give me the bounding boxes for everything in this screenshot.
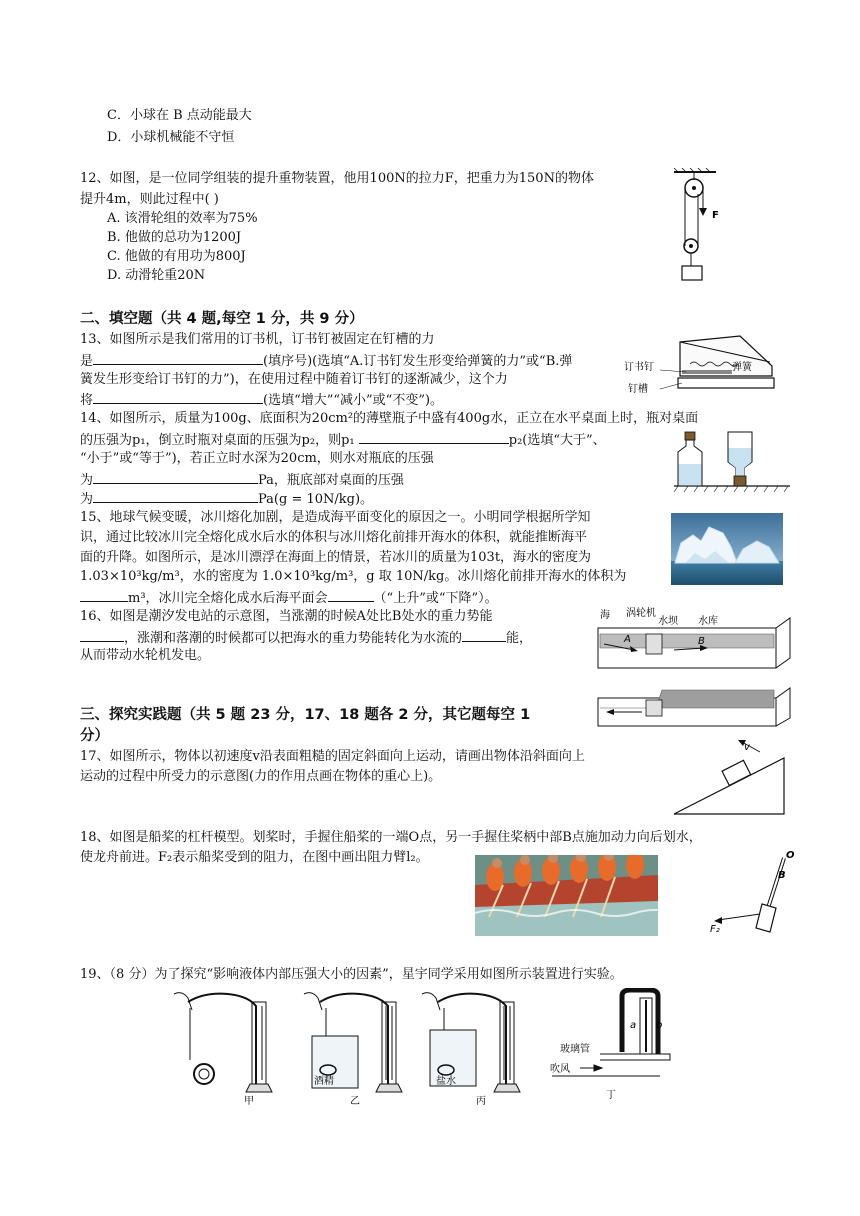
q19-line1: 19、（8 分）为了探究“影响液体内部压强大小的因素”，星宇同学采用如图所示装置进行实验。 xyxy=(80,967,623,982)
dragon-boat-photo xyxy=(475,855,658,936)
tidal-label-turbine: 涡轮机 xyxy=(626,608,656,619)
oar-figure xyxy=(700,848,800,934)
stapler-label-staples: 订书钉 xyxy=(624,362,654,373)
tidal-label-a: A xyxy=(624,634,631,645)
exp-label-yi: 乙 xyxy=(350,1096,360,1106)
exp-label-ding: 丁 xyxy=(606,1090,616,1101)
q13-line2-suffix: (填序号)(选填“A.订书钉发生形变给弹簧的力”或“B.弹 xyxy=(263,354,573,369)
q14-line2-suffix: p₂(选填“大于”、 xyxy=(508,433,606,448)
q15-line4: 1.03×10³kg/m³，水的密度为 1.0×10³kg/m³，g 取 10N/kg。冰川熔化前排开海水的体积为 xyxy=(80,569,627,584)
q14-line1: 14、如图所示，质量为100g、底面积为20cm²的薄壁瓶子中盛有400g水，正立在水平桌面上时，瓶对桌面 xyxy=(80,411,699,426)
incline-velocity-label: v xyxy=(744,742,750,753)
section3-title-line1: 三、探究实践题（共 5 题 23 分，17、18 题各 2 分，其它题每空 1 xyxy=(80,707,531,723)
q17-line2: 运动的过程中所受力的示意图(力的作用点画在物体的重心上)。 xyxy=(80,769,442,784)
q15-blank-2[interactable] xyxy=(328,588,374,602)
exp-label-bing: 丙 xyxy=(476,1096,486,1106)
pressure-experiment-figure xyxy=(160,988,672,1106)
exp-label-glass-tube: 玻璃管 xyxy=(560,1044,590,1055)
q16-blank-1[interactable] xyxy=(80,628,124,642)
q15-line5-suffix: （“上升”或“下降”）。 xyxy=(373,591,498,606)
bottles-figure xyxy=(672,428,792,494)
q13-line4 xyxy=(80,390,443,410)
q12-option-c: C. 他做的有用功为800J xyxy=(107,249,246,264)
q13-line2-prefix: 是 xyxy=(80,354,94,369)
q18-line1: 18、如图是船桨的杠杆模型。划桨时，手握住船桨的一端O点，另一手握住桨柄中部B点施加动力向后划水， xyxy=(80,830,702,845)
tidal-label-reservoir: 水库 xyxy=(698,616,718,627)
q13-blank-1[interactable] xyxy=(93,351,263,365)
oar-label-b: B xyxy=(778,870,786,881)
q11-option-c: C．小球在 B 点动能最大 xyxy=(107,108,252,123)
tidal-label-sea: 海 xyxy=(600,610,610,621)
q16-line1: 16、如图是潮汐发电站的示意图，当涨潮的时候A处比B处水的重力势能 xyxy=(80,609,493,624)
q12-option-d: D. 动滑轮重20N xyxy=(107,268,206,283)
stapler-figure xyxy=(620,330,780,400)
q15-blank-1[interactable] xyxy=(80,588,128,602)
q14-line4-suffix: Pa，瓶底部对桌面的压强 xyxy=(258,473,404,488)
q16-line3: 从而带动水轮机发电。 xyxy=(80,648,211,663)
tidal-label-b: B xyxy=(698,636,705,647)
q14-blank-3[interactable] xyxy=(93,489,258,503)
q14-blank-2[interactable] xyxy=(93,470,258,484)
exp-label-b: b xyxy=(656,1020,663,1031)
q14-line4-prefix: 为 xyxy=(80,473,94,488)
q13-line2 xyxy=(80,351,572,371)
stapler-label-spring: 弹簧 xyxy=(732,362,752,373)
q14-line3: “小于”或“等于”)，若正立时水深为20cm，则水对瓶底的压强 xyxy=(80,451,434,466)
q14-line2-prefix: 的压强为p₁，倒立时瓶对桌面的压强为p₂，则p₁ xyxy=(80,433,355,448)
q12-stem-line1: 12、如图，是一位同学组装的提升重物装置，他用100N的拉力F，把重力为150N的物体 xyxy=(80,171,594,186)
tidal-label-dam: 水坝 xyxy=(658,616,678,627)
pulley-force-label: F xyxy=(712,210,719,221)
q12-option-b: B. 他做的总功为1200J xyxy=(107,230,242,245)
q13-line1: 13、如图所示是我们常用的订书机，订书钉被固定在钉槽的力 xyxy=(80,332,435,347)
q16-line2 xyxy=(80,628,532,648)
q15-line5 xyxy=(80,588,498,608)
oar-label-f2: F₂ xyxy=(710,924,720,934)
stapler-label-groove: 钉槽 xyxy=(628,384,648,395)
q13-blank-2[interactable] xyxy=(93,390,263,404)
q13-line3: 簧发生形变给订书钉的力”)，在使用过程中随着订书钉的逐渐减少，这个力 xyxy=(80,372,508,387)
incline-figure xyxy=(672,736,788,818)
pulley-figure xyxy=(668,168,732,286)
q17-line1: 17、如图所示，物体以初速度v沿表面粗糙的固定斜面向上运动，请画出物体沿斜面向上 xyxy=(80,749,585,764)
q14-line4 xyxy=(80,470,404,490)
q12-stem-line2: 提升4m，则此过程中( ) xyxy=(80,192,219,207)
q14-line5-prefix: 为 xyxy=(80,492,94,507)
section3-title-line2: 分） xyxy=(80,728,109,744)
exp-label-a: a xyxy=(630,1020,637,1031)
q15-line3: 面的升降。如图所示，是冰川漂浮在海面上的情景，若冰川的质量为103t，海水的密度为 xyxy=(80,550,592,565)
glacier-photo xyxy=(671,513,783,585)
section2-title: 二、填空题（共 4 题,每空 1 分，共 9 分） xyxy=(80,311,364,327)
q14-line5-suffix: Pa(g = 10N/kg)。 xyxy=(258,492,374,507)
q14-blank-1[interactable] xyxy=(359,430,509,444)
q15-line5-middle: m³，冰川完全熔化成水后海平面会 xyxy=(128,591,328,606)
exp-label-blow: 吹风 xyxy=(550,1064,570,1075)
q12-option-a: A. 该滑轮组的效率为75% xyxy=(107,211,258,226)
tidal-station-figure xyxy=(594,604,794,728)
exp-label-brine: 盐水 xyxy=(436,1076,456,1087)
exp-label-alcohol: 酒精 xyxy=(314,1076,334,1087)
q13-line4-suffix: (选填“增大”“减小”或“不变”)。 xyxy=(263,393,444,408)
q16-line2-suffix: 能， xyxy=(506,631,533,646)
q15-line1: 15、地球气候变暖，冰川熔化加剧，是造成海平面变化的原因之一。小明同学根据所学知 xyxy=(80,510,591,525)
q15-line2: 识，通过比较冰川完全熔化成水后水的体积与冰川熔化前排开海水的体积，就能推断海平 xyxy=(80,530,588,545)
exp-label-jia: 甲 xyxy=(244,1096,254,1106)
q13-line4-prefix: 将 xyxy=(80,393,94,408)
oar-label-o: O xyxy=(786,850,795,861)
q18-line2: 使龙舟前进。F₂表示船桨受到的阻力，在图中画出阻力臂l₂。 xyxy=(80,850,429,865)
q11-option-d: D．小球机械能不守恒 xyxy=(107,130,235,145)
q16-line2-middle: ，涨潮和落潮的时候都可以把海水的重力势能转化为水流的 xyxy=(124,631,463,646)
q14-line5 xyxy=(80,489,373,509)
q14-line2 xyxy=(80,430,606,450)
q16-blank-2[interactable] xyxy=(462,628,506,642)
